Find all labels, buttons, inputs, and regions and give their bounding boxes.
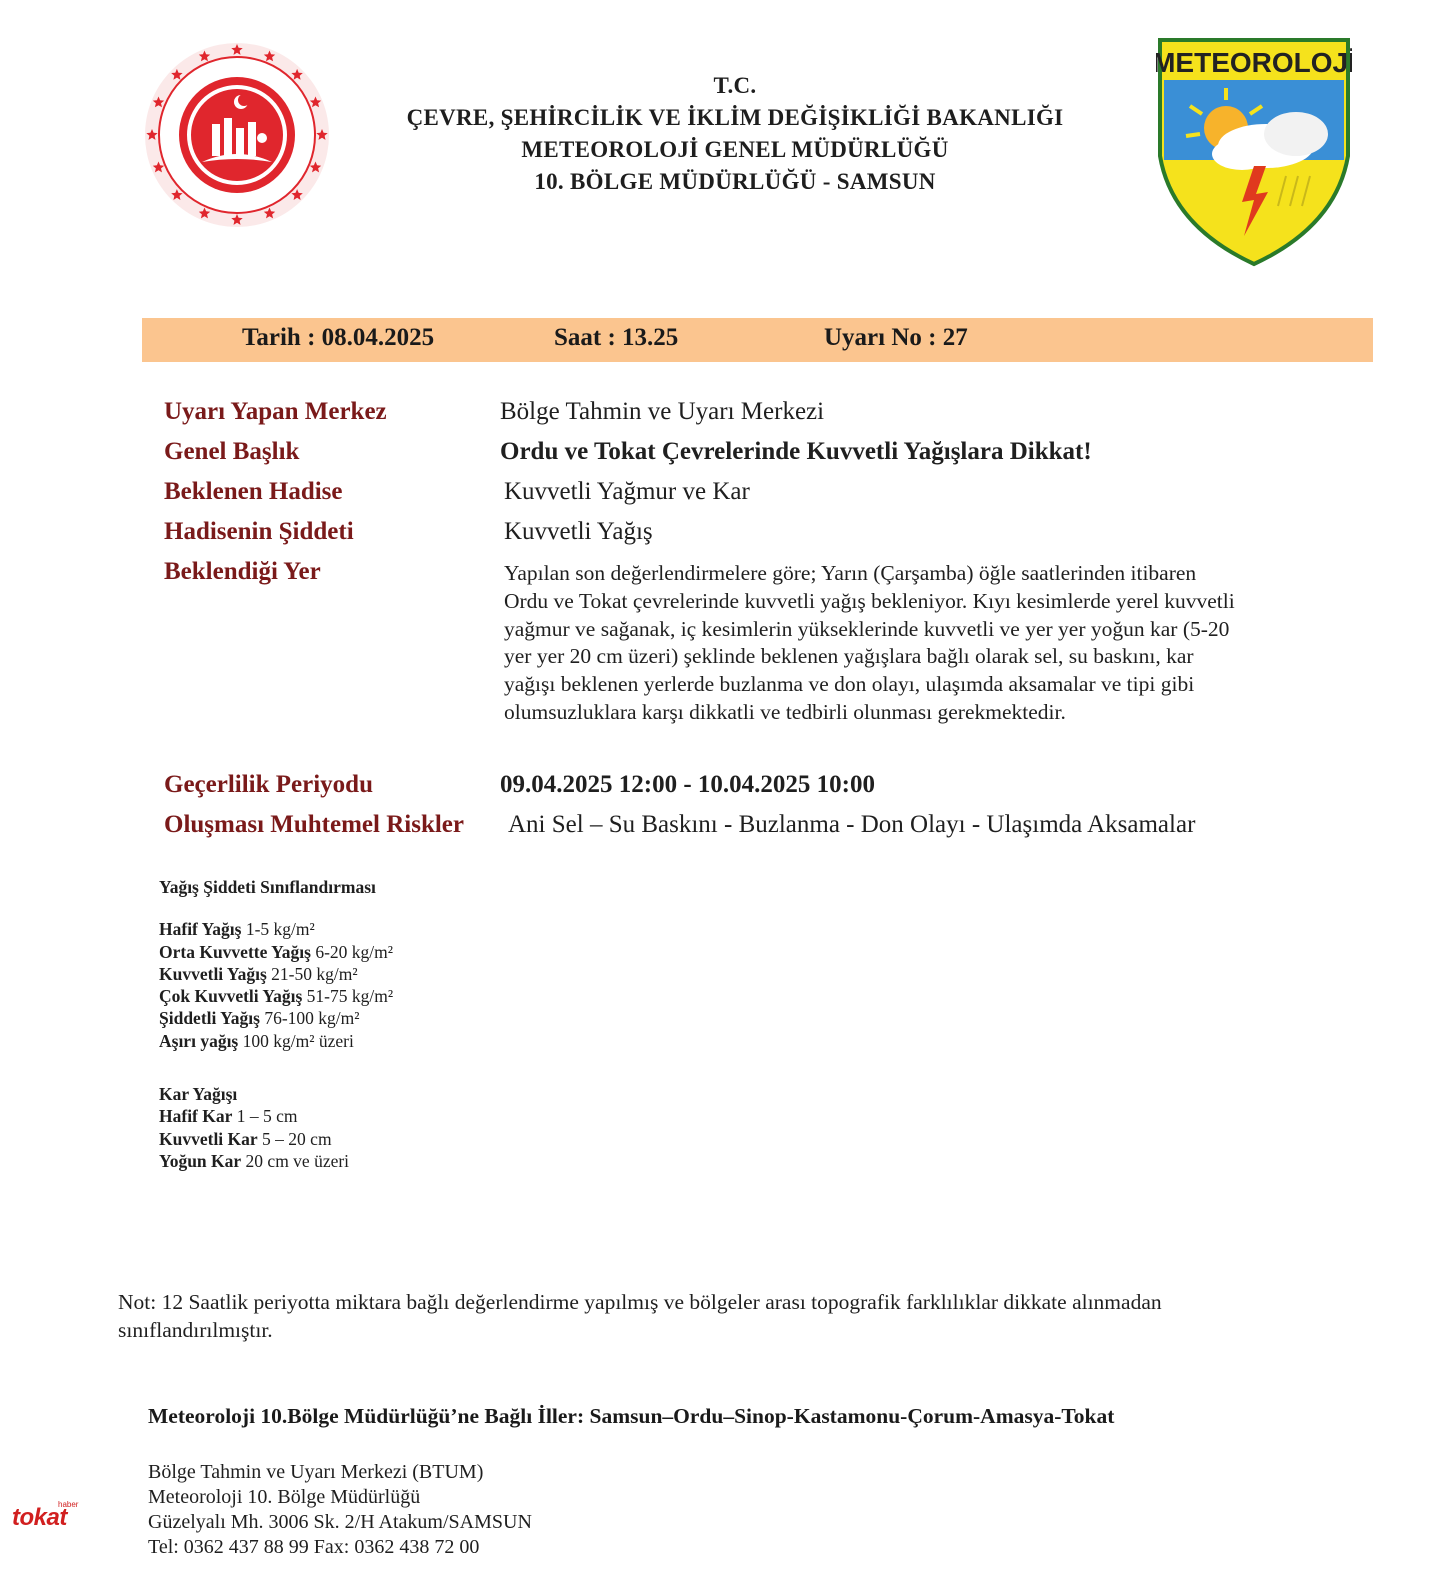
rain-class-item: Çok Kuvvetli Yağış 51-75 kg/m² (159, 986, 394, 1007)
rain-classification-heading: Yağış Şiddeti Sınıflandırması (159, 877, 376, 897)
meteoroloji-logo (1156, 36, 1352, 268)
snow-classification-heading: Kar Yağışı (159, 1084, 238, 1104)
header-line-4: 10. BÖLGE MÜDÜRLÜĞÜ - SAMSUN (534, 169, 936, 194)
rain-class-item: Orta Kuvvette Yağış 6-20 kg/m² (159, 941, 394, 962)
place-line: Yapılan son değerlendirmelere göre; Yarın (Çarşamba) öğle saatlerinden itibaren (504, 561, 1197, 585)
place-line: Ordu ve Tokat çevrelerinde kuvvetli yağış bekleniyor. Kıyı kesimlerde yerel kuvvetli (504, 588, 1235, 613)
rain-classification (159, 877, 393, 1053)
date-label: Tarih : 08.04.2025 (242, 324, 435, 351)
snow-classification (159, 1084, 349, 1173)
place-line: yer yer 20 cm üzeri) şeklinde beklenen yağışlara bağlı olarak sel, su baskını, kar (504, 644, 1194, 669)
snow-class-item: Kuvvetli Kar 5 – 20 cm (159, 1128, 332, 1149)
address-block (148, 1460, 532, 1560)
watermark-main: tokat (12, 1504, 67, 1531)
warning-number: Uyarı No : 27 (824, 324, 968, 351)
header-line-3: METEOROLOJİ GENEL MÜDÜRLÜĞÜ (521, 137, 949, 162)
info-bar (142, 318, 1373, 362)
center-label: Uyarı Yapan Merkez (164, 398, 387, 425)
center-value: Bölge Tahmin ve Uyarı Merkezi (500, 398, 825, 425)
rain-class-item: Hafif Yağış 1-5 kg/m² (159, 919, 315, 940)
place-line: olumsuzluklara karşı dikkatli ve tedbirli olunması gerekmektedir. (504, 699, 1066, 724)
severity-label: Hadisenin Şiddeti (164, 518, 354, 545)
header-title-block (330, 70, 1140, 198)
rain-class-item: Aşırı yağış 100 kg/m² üzeri (159, 1030, 354, 1051)
rain-class-item: Kuvvetli Yağış 21-50 kg/m² (159, 963, 358, 984)
met-logo-text: METEOROLOJİ (1156, 47, 1352, 78)
header-line-1: T.C. (713, 73, 757, 98)
title-label: Genel Başlık (164, 438, 300, 465)
rain-class-item: Şiddetli Yağış 76-100 kg/m² (159, 1008, 360, 1029)
place-line: yağışı beklenen yerlerde buzlanma ve don olayı, ulaşımda aksamalar ve tipi gibi (504, 672, 1195, 697)
risks-label: Oluşması Muhtemel Riskler (164, 811, 464, 838)
snow-class-item: Hafif Kar 1 – 5 cm (159, 1106, 298, 1127)
ministry-logo (140, 38, 334, 232)
validity-label: Geçerlilik Periyodu (164, 771, 373, 798)
address-line: Bölge Tahmin ve Uyarı Merkezi (BTUM) (148, 1461, 484, 1483)
provinces-line: Meteoroloji 10.Bölge Müdürlüğü’ne Bağlı İller: Samsun–Ordu–Sinop-Kastamonu-Çorum-Amasya-Tokat (148, 1404, 1115, 1428)
place-label: Beklendiği Yer (164, 558, 321, 585)
validity-value: 09.04.2025 12:00 - 10.04.2025 10:00 (500, 771, 875, 798)
note (118, 1288, 1318, 1344)
note-line: sınıflandırılmıştır. (118, 1318, 273, 1342)
place-description (504, 560, 1339, 727)
severity-value: Kuvvetli Yağış (504, 518, 653, 545)
address-line: Güzelyalı Mh. 3006 Sk. 2/H Atakum/SAMSUN (148, 1511, 532, 1533)
risks-value: Ani Sel – Su Baskını - Buzlanma - Don Olayı - Ulaşımda Aksamalar (508, 811, 1196, 838)
note-line: Not: 12 Saatlik periyotta miktara bağlı değerlendirme yapılmış ve bölgeler arası topografik farklılıklar dikkate alınmadan (118, 1290, 1162, 1314)
event-value: Kuvvetli Yağmur ve Kar (504, 478, 750, 505)
title-value: Ordu ve Tokat Çevrelerinde Kuvvetli Yağışlara Dikkat! (500, 438, 1092, 465)
header-line-2: ÇEVRE, ŞEHİRCİLİK VE İKLİM DEĞİŞİKLİĞİ BAKANLIĞI (406, 105, 1064, 130)
snow-class-item: Yoğun Kar 20 cm ve üzeri (159, 1150, 350, 1171)
place-line: yağmur ve sağanak, iç kesimlerin yükseklerinde kuvvetli ve yer yer yoğun kar (5-20 (504, 616, 1230, 641)
time-label: Saat : 13.25 (554, 324, 679, 351)
watermark-small: haber (58, 1500, 79, 1509)
address-line: Meteoroloji 10. Bölge Müdürlüğü (148, 1486, 421, 1508)
event-label: Beklenen Hadise (164, 478, 343, 505)
watermark-logo (12, 1500, 79, 1532)
address-line: Tel: 0362 437 88 99 Fax: 0362 438 72 00 (148, 1536, 480, 1558)
